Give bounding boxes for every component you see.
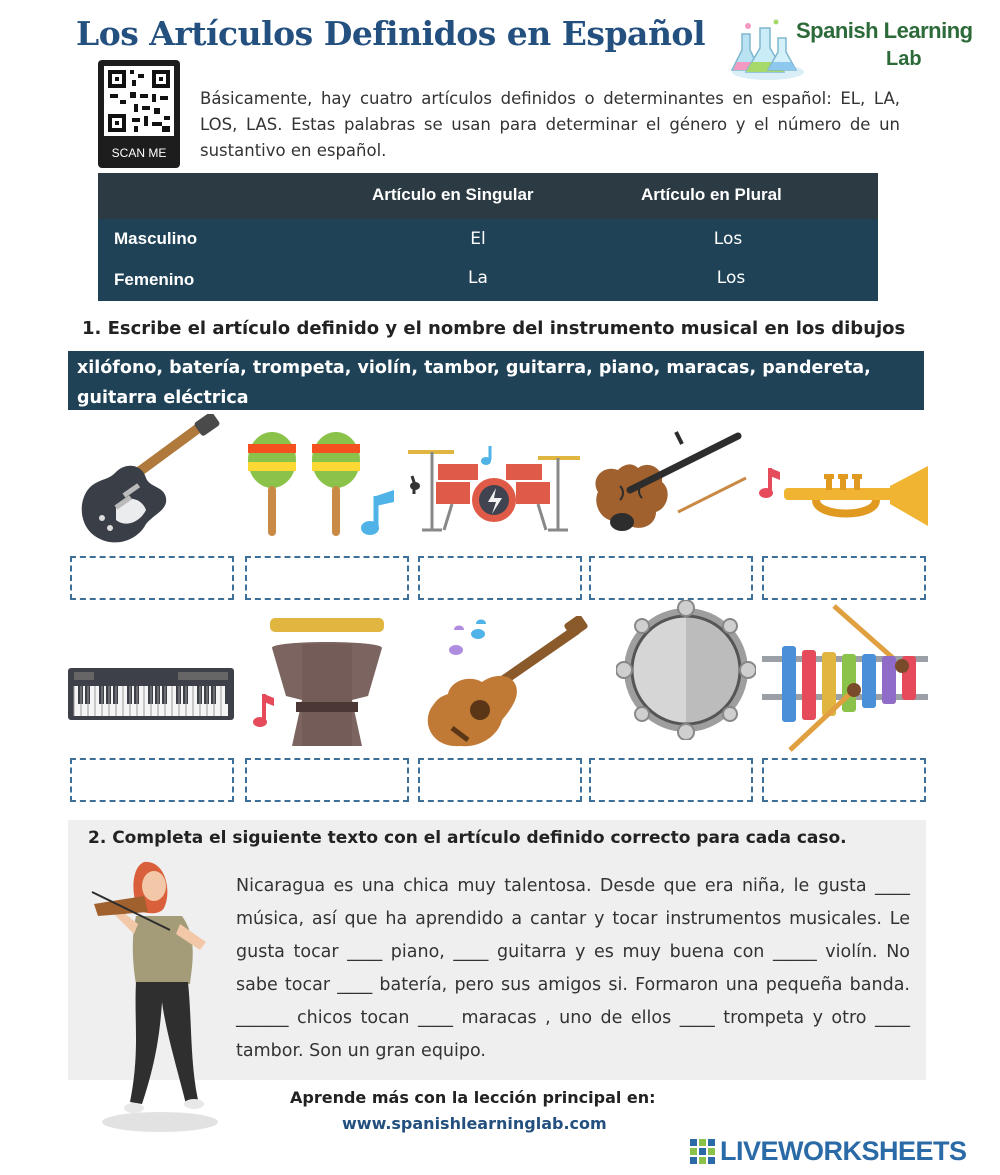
- answer-box-2[interactable]: [245, 556, 409, 600]
- articles-table: [98, 173, 878, 301]
- header-plural: Artículo en Plural: [641, 185, 782, 204]
- cell-masculino-singular: El: [470, 229, 486, 249]
- learn-more-text: Aprende más con la lección principal en:: [290, 1088, 656, 1107]
- cell-femenino-plural: Los: [716, 268, 746, 288]
- keyboard-piano-icon: [68, 668, 234, 720]
- trumpet-icon: [756, 460, 930, 532]
- tambourine-icon: [616, 600, 756, 740]
- logo-text: Spanish Learning: [796, 18, 973, 43]
- word-bank: [68, 351, 924, 410]
- answer-box-8[interactable]: [418, 758, 582, 802]
- page-title: Los Artículos Definidos en Español: [76, 14, 705, 53]
- header-singular: Artículo en Singular: [372, 185, 534, 204]
- answer-box-6[interactable]: [70, 758, 234, 802]
- answer-box-7[interactable]: [245, 758, 409, 802]
- website-link[interactable]: www.spanishlearninglab.com: [342, 1114, 607, 1133]
- qr-label: SCAN ME: [111, 146, 167, 160]
- drum-kit-icon: [408, 440, 584, 532]
- violin-icon: [590, 430, 750, 542]
- xylophone-icon: [762, 604, 928, 754]
- intro-text: Básicamente, hay cuatro artículos definidos o determinantes en español: EL, LA, LOS, LAS. Estas palabras se usan para determinar el género y el número de un sustantivo en español.: [200, 89, 900, 160]
- electric-guitar-icon: [76, 414, 226, 548]
- cell-masculino-plural: Los: [713, 229, 743, 249]
- acoustic-guitar-icon: [420, 616, 588, 750]
- answer-box-9[interactable]: [589, 758, 753, 802]
- answer-box-10[interactable]: [762, 758, 926, 802]
- qr-code-icon: [104, 66, 174, 136]
- answer-box-3[interactable]: [418, 556, 582, 600]
- logo-text-lab: Lab: [886, 48, 922, 70]
- maracas-icon: [244, 430, 404, 540]
- cell-femenino-singular: La: [468, 268, 488, 288]
- liveworksheets-logo-icon: [690, 1139, 716, 1165]
- row-label-masculino: Masculino: [114, 229, 198, 248]
- exercise2-text: Nicaragua es una chica muy talentosa. Desde que era niña, le gusta ____ música, así que ha aprendido a cantar y tocar instrumentos musicales. Le gusta tocar ____ piano, ____ guitarra y es muy buena con _____ violín. No sabe tocar ____ batería, pero sus amigos si. Formaron una pequeña banda. ______ chicos tocan ____ maracas , uno de ellos ____ trompeta y otro ____ tambor. Son un gran equipo.: [236, 876, 910, 1061]
- word-bank-text: xilófono, batería, trompeta, violín, tambor, guitarra, piano, maracas, pandereta, guitarra eléctrica: [77, 358, 871, 408]
- djembe-drum-icon: [250, 616, 384, 748]
- liveworksheets-text: LIVEWORKSHEETS: [720, 1136, 967, 1166]
- answer-box-5[interactable]: [762, 556, 926, 600]
- row-label-femenino: Femenino: [114, 270, 195, 289]
- exercise1-title: 1. Escribe el artículo definido y el nombre del instrumento musical en los dibujos: [82, 318, 906, 339]
- qr-code[interactable]: [98, 60, 180, 168]
- answer-box-4[interactable]: [589, 556, 753, 600]
- exercise2-title: 2. Completa el siguiente texto con el artículo definido correcto para cada caso.: [88, 828, 847, 848]
- answer-box-1[interactable]: [70, 556, 234, 600]
- girl-playing-violin-icon: [90, 852, 230, 1138]
